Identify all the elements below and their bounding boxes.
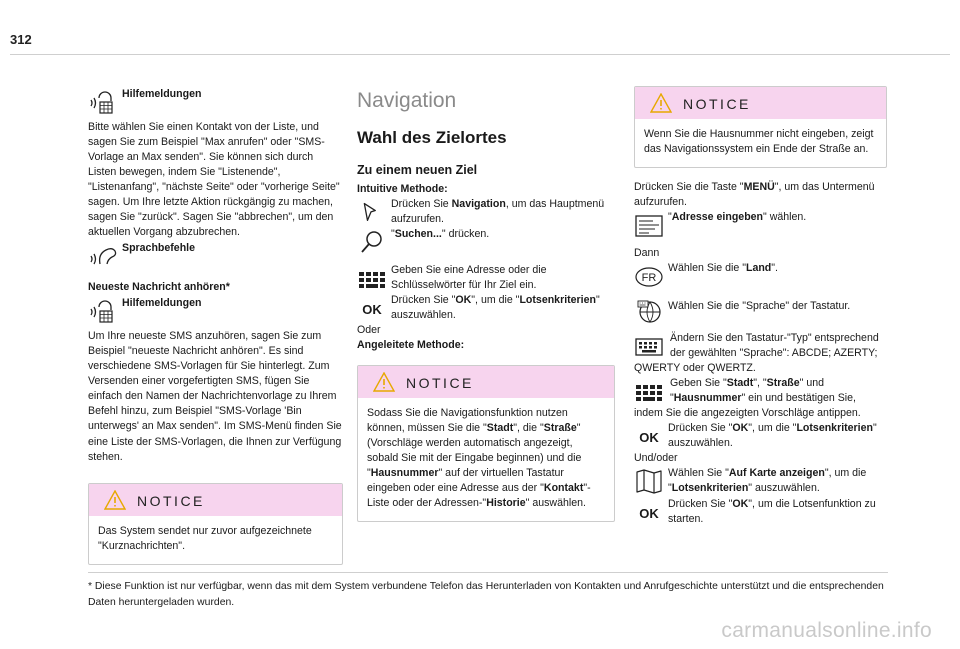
step-show-on-map bbox=[634, 466, 887, 496]
text-part-bold: Stadt bbox=[726, 377, 754, 390]
text-part-bold: Straße bbox=[543, 422, 577, 434]
text-part: " auszuwählen. bbox=[668, 422, 877, 450]
text-part: ", um die " bbox=[748, 422, 797, 435]
text-part: Sodass Sie die Navigationsfunktion nutzen können, müssen Sie die " bbox=[367, 406, 568, 434]
text-part: Drücken Sie " bbox=[391, 293, 456, 306]
text-part-bold: Land bbox=[745, 262, 772, 275]
step-enter-address bbox=[634, 210, 887, 240]
warning-icon bbox=[104, 490, 126, 510]
notice-title: NOTICE bbox=[406, 374, 474, 391]
country-fr-text: FR bbox=[641, 272, 657, 285]
text-part: "-Liste oder der Adressen-" bbox=[367, 482, 591, 510]
keyboard-type-icon bbox=[634, 331, 664, 361]
text-part: ", " bbox=[753, 377, 767, 390]
step-country bbox=[634, 261, 887, 291]
notice-header bbox=[635, 87, 886, 119]
text-part-bold: Navigation bbox=[451, 197, 506, 210]
text-part-bold: Lotsenkriterien bbox=[519, 293, 596, 306]
text-part-bold: Adresse eingeben bbox=[671, 211, 764, 224]
voice-commands-label: Sprachbefehle bbox=[122, 242, 196, 255]
notice-title: NOTICE bbox=[683, 96, 751, 112]
text-part: " auf der virtuellen Tastatur eingeben oder eine Adresse aus der " bbox=[367, 467, 564, 495]
text-part: ". bbox=[771, 262, 778, 275]
text-part: " bbox=[668, 211, 672, 224]
latest-message-text: Um Ihre neueste SMS anzuhören, sagen Sie zum Beispiel "neueste Nachricht anhören". Es sind verschiedene SMS-Vorlagen für Sie hinterlegt. Zum Versenden einer vorgefertigten SMS, fügen Sie einfach den Namen der Nachrichtenvorlage zu Ihrem Befehl hinzu, zum Beispiel "SMS-Vorlage 'Bin unterwegs' an Max senden". Im SMS-Menü finden Sie eine Liste der SMS-Vorlagen, die Ihnen zur Verfügung stehen. bbox=[88, 330, 342, 463]
text-part-bold: OK bbox=[455, 293, 472, 306]
text-part: Wählen Sie die " bbox=[668, 262, 746, 275]
text-part: ", um die Lotsenfunktion zu starten. bbox=[668, 497, 876, 525]
warning-icon bbox=[373, 372, 395, 392]
keyboard-icon bbox=[634, 376, 664, 406]
text-part-bold: Suchen... bbox=[394, 227, 442, 240]
notice-box-navigation bbox=[357, 365, 615, 522]
text-part: " drücken. bbox=[441, 227, 490, 240]
notice-text: Wenn Sie die Hausnummer nicht eingeben, zeigt das Navigationssystem ein Ende der Straße an. bbox=[644, 128, 874, 156]
watermark: carmanualsonline.info bbox=[721, 619, 932, 642]
step-keyboard-type bbox=[634, 331, 887, 376]
footnote: * Diese Funktion ist nur verfügbar, wenn das mit dem System verbundene Telefon das Herunterladen von Kontakten und Anrufgeschichte unterstützt und die entsprechenden Daten heruntergeladen wurden. bbox=[88, 581, 884, 608]
ok-icon: OK bbox=[639, 505, 659, 521]
help-messages-row-2 bbox=[88, 295, 343, 325]
notice-header bbox=[358, 366, 614, 398]
text-part-bold: Lotsenkriterien bbox=[796, 422, 873, 435]
notice-box-sms bbox=[88, 483, 343, 565]
text-part: ", die " bbox=[513, 422, 544, 434]
text-part-bold: MENÜ bbox=[743, 181, 775, 194]
notice-text bbox=[358, 398, 614, 521]
text-part: " bbox=[391, 227, 395, 240]
notice-header bbox=[89, 484, 342, 516]
keyboard-icon bbox=[357, 263, 387, 293]
enter-address-text: Geben Sie eine Adresse oder die Schlüsselwörter für Ihr Ziel ein. bbox=[391, 263, 547, 291]
help-messages-label: Hilfemeldungen bbox=[122, 297, 202, 310]
help-messages-label: Hilfemeldungen bbox=[122, 88, 202, 100]
text-part: , um das Hauptmenü aufzurufen. bbox=[391, 197, 605, 225]
notice-title: NOTICE bbox=[137, 492, 205, 509]
map-icon bbox=[634, 466, 664, 496]
text-part-bold: OK bbox=[732, 422, 749, 435]
notice-text: Das System sendet nur zuvor aufgezeichnete "Kurznachrichten". bbox=[98, 524, 312, 552]
then-text: Dann bbox=[634, 247, 660, 260]
ok-icon: OK bbox=[362, 301, 382, 317]
step-ok bbox=[357, 293, 615, 323]
voice-help-icon bbox=[88, 86, 118, 116]
step-ok-start bbox=[634, 497, 887, 527]
address-entry-icon bbox=[634, 210, 664, 240]
heading-destination-selection: Wahl des Zielortes bbox=[357, 127, 507, 147]
step-city-street bbox=[634, 376, 887, 421]
text-part: " ein und bestätigen Sie, indem Sie die angezeigten Vorschläge antippen. bbox=[634, 392, 861, 420]
text-part: " und " bbox=[670, 377, 825, 405]
country-fr-icon bbox=[634, 261, 664, 291]
text-part-bold: Kontakt bbox=[543, 482, 584, 495]
text-part-bold: OK bbox=[732, 497, 749, 510]
text-part-bold: Hausnummer bbox=[673, 392, 742, 405]
text-part: ", um das Untermenü aufzurufen. bbox=[634, 181, 875, 209]
text-part: " wählen. bbox=[763, 211, 807, 224]
voice-command-icon bbox=[88, 240, 118, 270]
text-part: Drücken Sie " bbox=[668, 422, 733, 435]
search-icon bbox=[357, 227, 387, 257]
intuitive-method-label: Intuitive Methode: bbox=[357, 182, 448, 195]
guided-method-label: Angeleitete Methode: bbox=[357, 338, 465, 351]
ok-icon: OK bbox=[639, 430, 659, 446]
text-part: " auswählen. bbox=[525, 497, 586, 510]
text-part-bold: Hausnummer bbox=[370, 467, 439, 480]
text-part: ", um die " bbox=[668, 467, 867, 495]
step-navigation bbox=[357, 197, 615, 227]
or-text: Oder bbox=[357, 323, 381, 336]
step-ok bbox=[634, 421, 887, 451]
section-title-navigation: Navigation bbox=[357, 89, 457, 112]
step-search bbox=[357, 227, 615, 257]
text-part: " auszuwählen. bbox=[391, 293, 600, 321]
page-number: 312 bbox=[10, 32, 32, 47]
text-part: Geben Sie " bbox=[670, 377, 727, 390]
text-part-bold: Auf Karte anzeigen bbox=[728, 467, 825, 480]
text-part: Drücken Sie " bbox=[668, 497, 733, 510]
language-text: Wählen Sie die "Sprache" der Tastatur. bbox=[668, 300, 851, 313]
column-3 bbox=[634, 86, 887, 527]
text-part: Wählen Sie " bbox=[668, 467, 729, 480]
text-part: " (Vorschläge werden automatisch angezeigt, sobald Sie mit der Eingabe beginnen) und die " bbox=[367, 422, 582, 480]
text-part: " auszuwählen. bbox=[748, 482, 820, 495]
top-divider bbox=[10, 54, 950, 55]
text-part: Drücken Sie die Taste " bbox=[634, 181, 744, 194]
step-language bbox=[634, 295, 887, 325]
voice-help-icon bbox=[88, 295, 118, 325]
text-part: Drücken Sie bbox=[391, 197, 452, 210]
notice-box-house-number bbox=[634, 86, 887, 168]
heading-new-destination: Zu einem neuen Ziel bbox=[357, 162, 478, 177]
latest-message-title: Neueste Nachricht anhören* bbox=[88, 281, 230, 294]
navigation-arrow-icon bbox=[357, 197, 387, 227]
keyboard-type-text: Ändern Sie den Tastatur-"Typ" entsprechend der gewählten "Sprache": ABCDE; AZERTY; QWERTY oder QWERTZ. bbox=[634, 332, 879, 375]
menu-step-text bbox=[634, 180, 887, 210]
step-enter-address bbox=[357, 263, 615, 293]
column-2 bbox=[357, 86, 615, 522]
and-or-text: Und/oder bbox=[634, 452, 678, 465]
footnote-divider bbox=[88, 572, 888, 573]
text-part-bold: Lotsenkriterien bbox=[671, 482, 749, 495]
voice-commands-row bbox=[88, 240, 343, 270]
language-keyboard-icon bbox=[634, 295, 664, 325]
text-part-bold: Straße bbox=[766, 377, 800, 390]
warning-icon bbox=[650, 93, 672, 113]
text-part-bold: Historie bbox=[486, 497, 526, 510]
column-1 bbox=[88, 86, 343, 565]
text-part: ", um die " bbox=[471, 293, 520, 306]
text-part-bold: Stadt bbox=[486, 422, 514, 434]
help-messages-row bbox=[88, 86, 343, 116]
help-messages-text: Bitte wählen Sie einen Kontakt von der Liste, und sagen Sie zum Beispiel "Max anrufen" oder "SMS-Vorlage an Max senden". Sie können sich durch Listen bewegen, indem Sie "Listenende", "Listenanfang", "nächste Seite" oder "vorherige Seite" sagen. Um Ihre letzte Aktion rückgängig zu machen, sagen Sie "zurück". Sagen Sie "abbrechen", um den aktuellen Vorgang abzubrechen. bbox=[88, 121, 340, 239]
